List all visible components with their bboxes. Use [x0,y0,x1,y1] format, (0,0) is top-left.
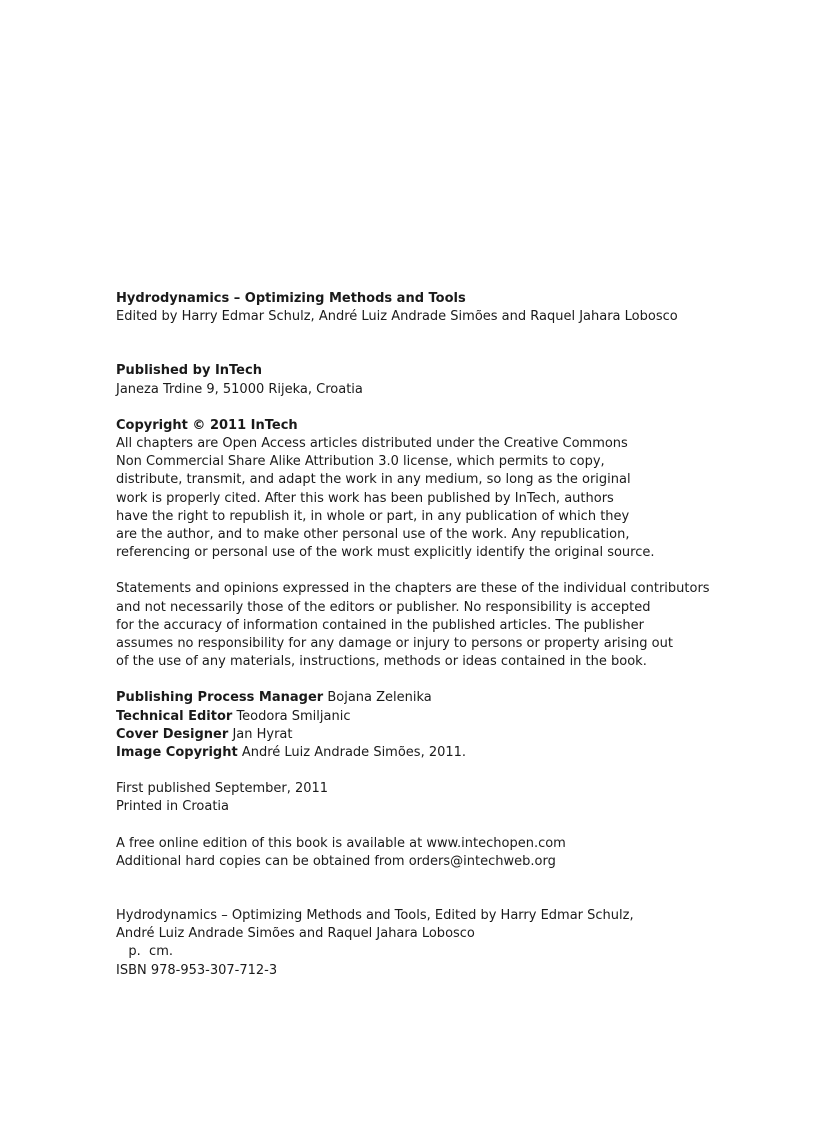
copyright-text-line: work is properly cited. After this work has been published by InTech, authors [116,490,614,506]
printed-in: Printed in Croatia [116,799,230,815]
copyright-text-line: referencing or personal use of the work must explicitly identify the original source. [116,545,655,561]
publisher-address: Janeza Trdine 9, 51000 Rijeka, Croatia [116,381,363,397]
publication-block [116,780,756,816]
copyright-text-line: Non Commercial Share Alike Attribution 3.0 license, which permits to copy, [116,454,605,470]
catalog-line: p. cm. [116,944,173,960]
credit-role: Publishing Process Manager [116,690,324,706]
credit-role: Cover Designer [116,726,229,742]
book-info [116,290,756,326]
copyright-text-line: are the author, and to make other personal use of the work. Any republication, [116,527,630,543]
copyright-page [116,290,756,980]
statements-text-line: and not necessarily those of the editors or publisher. No responsibility is accepted [116,599,651,615]
copyright-heading: Copyright © 2011 InTech [116,417,298,433]
credit-row [116,689,756,707]
book-title: Hydrodynamics – Optimizing Methods and Tools [116,291,466,306]
statements-text-line: assumes no responsibility for any damage or injury to persons or property arising out [116,636,673,652]
copyright-text-line: All chapters are Open Access articles distributed under the Creative Commons [116,436,628,452]
credit-name: Teodora Smiljanic [236,708,351,724]
credit-row [116,744,756,762]
credit-name: Jan Hyrat [232,726,293,742]
catalog-line: André Luiz Andrade Simões and Raquel Jahara Lobosco [116,926,475,942]
publisher-block [116,362,756,398]
copyright-text-line: have the right to republish it, in whole or part, in any publication of which they [116,508,630,524]
credit-name: Bojana Zelenika [327,690,432,706]
credits-block [116,689,756,762]
online-edition-note: A free online edition of this book is available at www.intechopen.com [116,835,566,851]
publisher-heading: Published by InTech [116,363,262,379]
availability-block [116,835,756,871]
credit-row [116,726,756,744]
copyright-text-line: distribute, transmit, and adapt the work in any medium, so long as the original [116,472,631,488]
statements-text-line: of the use of any materials, instructions, methods or ideas contained in the book. [116,654,647,670]
catalog-block [116,907,756,980]
copyright-block [116,417,756,563]
credit-row [116,708,756,726]
catalog-line: Hydrodynamics – Optimizing Methods and Tools, Edited by Harry Edmar Schulz, [116,908,634,924]
credit-role: Image Copyright [116,745,238,761]
credit-name: André Luiz Andrade Simões, 2011. [241,745,467,761]
first-published: First published September, 2011 [116,781,329,797]
isbn: ISBN 978-953-307-712-3 [116,962,278,978]
statements-block [116,580,756,671]
editors-line: Edited by Harry Edmar Schulz, André Luiz Andrade Simões and Raquel Jahara Lobosco [116,309,678,325]
credit-role: Technical Editor [116,708,233,724]
statements-text-line: for the accuracy of information contained in the published articles. The publisher [116,617,644,633]
hard-copies-note: Additional hard copies can be obtained from orders@intechweb.org [116,853,556,869]
statements-text-line: Statements and opinions expressed in the chapters are these of the individual contributors [116,581,710,597]
